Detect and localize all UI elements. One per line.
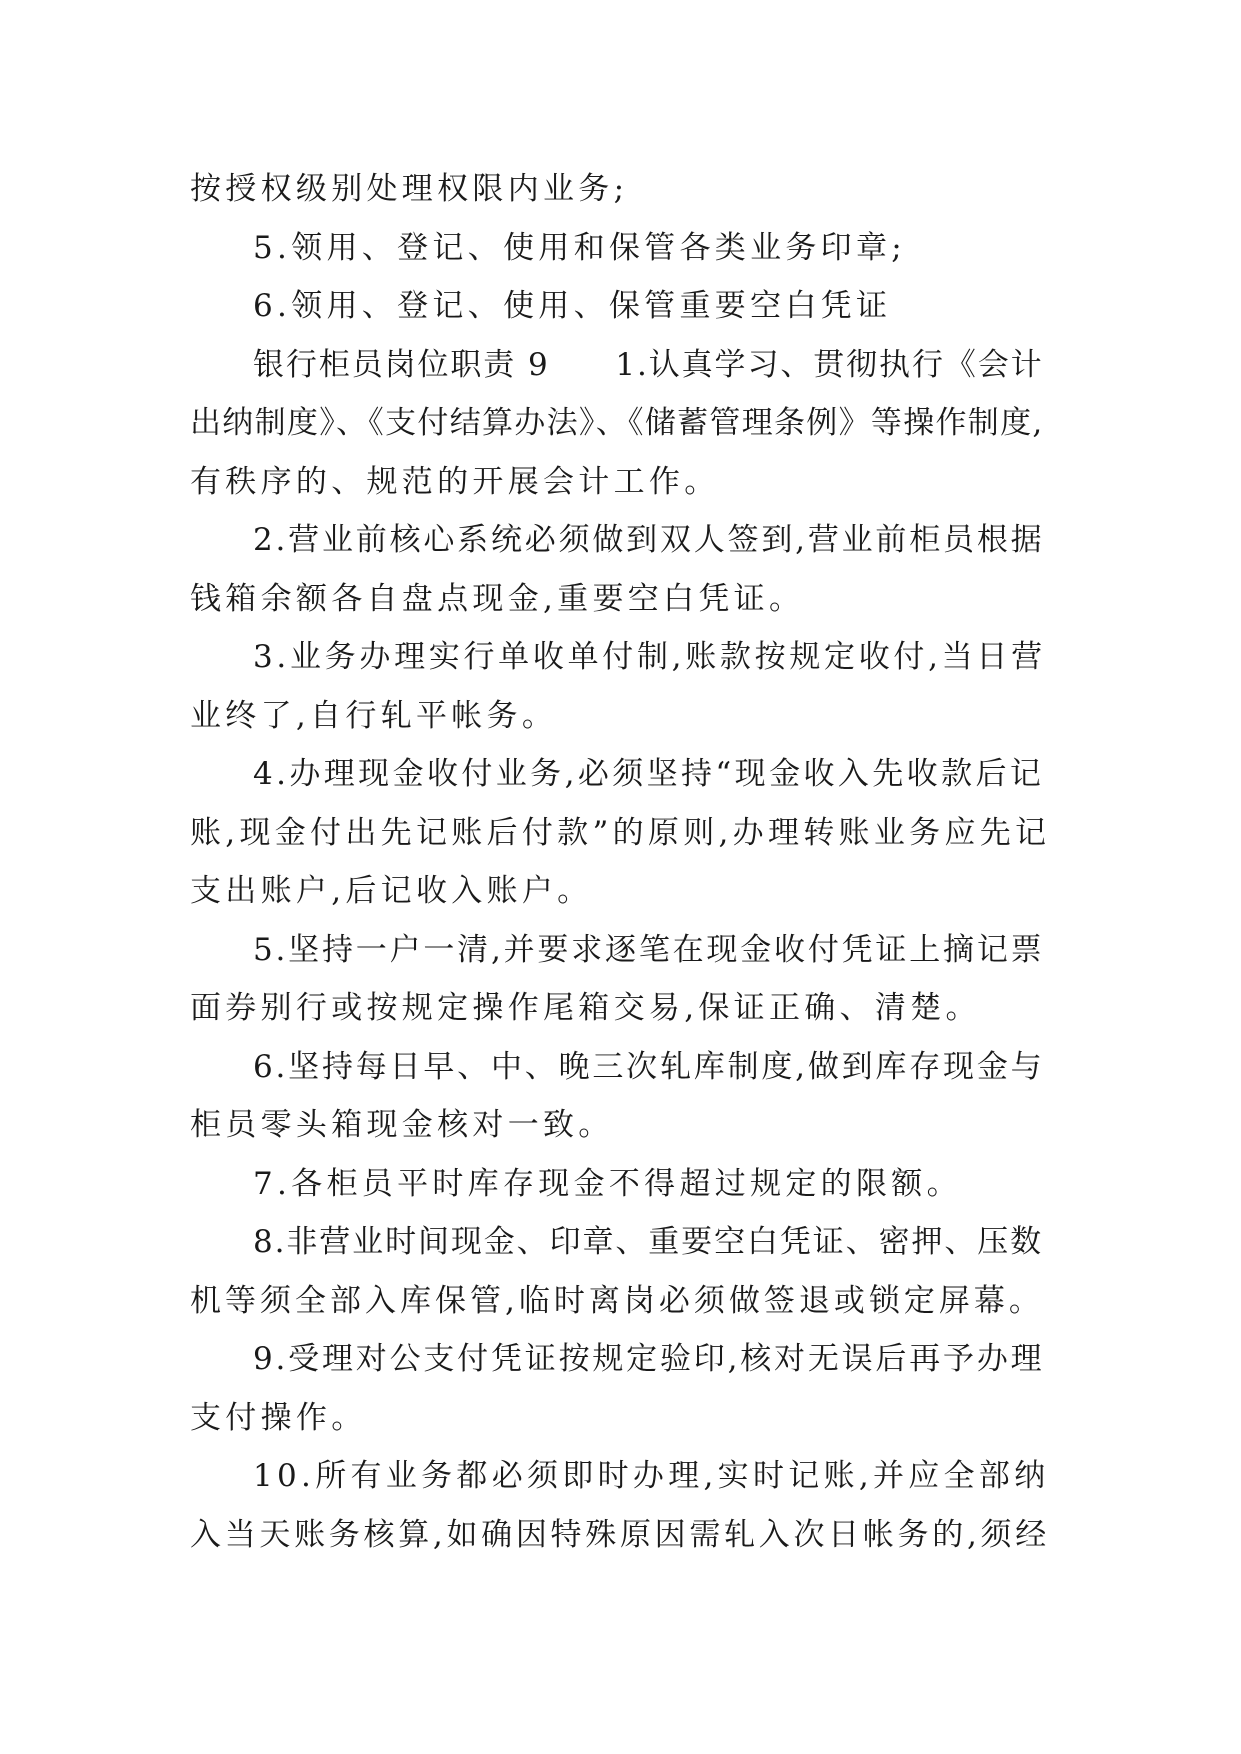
text-line: 出纳制度》、《支付结算办法》、《储蓄管理条例》等操作制度,: [190, 405, 1044, 441]
text-line: 柜员零头箱现金核对一致。: [190, 1107, 614, 1143]
text-line: 面券别行或按规定操作尾箱交易,保证正确、清楚。: [190, 990, 981, 1026]
text-line: 10.所有业务都必须即时办理,实时记账,并应全部纳: [253, 1458, 1050, 1494]
text-line: 5.坚持一户一清,并要求逐笔在现金收付凭证上摘记票: [253, 931, 1045, 968]
text-line: 6.坚持每日早、中、晚三次轧库制度,做到库存现金与: [253, 1048, 1045, 1085]
text-line: 8.非营业时间现金、印章、重要空白凭证、密押、压数: [253, 1224, 1044, 1260]
text-line: 3.业务办理实行单收单付制,账款按规定收付,当日营: [253, 639, 1046, 675]
text-line: 账,现金付出先记账后付款”的原则,办理转账业务应先记: [190, 814, 1051, 851]
text-line: 2.营业前核心系统必须做到双人签到,营业前柜员根据: [253, 522, 1045, 558]
text-line: 业终了,自行轧平帐务。: [190, 697, 558, 734]
text-line: 按授权级别处理权限内业务;: [190, 171, 629, 207]
text-line: 9.受理对公支付凭证按规定验印,核对无误后再予办理: [253, 1341, 1045, 1377]
text-line: 7.各柜员平时库存现金不得超过规定的限额。: [253, 1165, 962, 1202]
text-line: 支付操作。: [190, 1399, 367, 1436]
text-line: 4.办理现金收付业务,必须坚持“现金收入先收款后记: [253, 756, 1045, 792]
text-line: 入当天账务核算,如确因特殊原因需轧入次日帐务的,须经: [190, 1516, 1050, 1553]
text-line: 6.领用、登记、使用、保管重要空白凭证: [253, 288, 892, 324]
text-line: 5.领用、登记、使用和保管各类业务印章;: [253, 229, 907, 266]
document-body: [190, 160, 1050, 1564]
text-line: 有秩序的、规范的开展会计工作。: [190, 463, 720, 500]
text-line: 机等须全部入库保管,临时离岗必须做签退或锁定屏幕。: [190, 1282, 1044, 1319]
text-line: 支出账户,后记收入账户。: [190, 873, 593, 909]
text-line: 钱箱余额各自盘点现金,重要空白凭证。: [190, 580, 805, 617]
section-heading-line: 银行柜员岗位职责 9 1.认真学习、贯彻执行《会计: [253, 346, 1044, 383]
